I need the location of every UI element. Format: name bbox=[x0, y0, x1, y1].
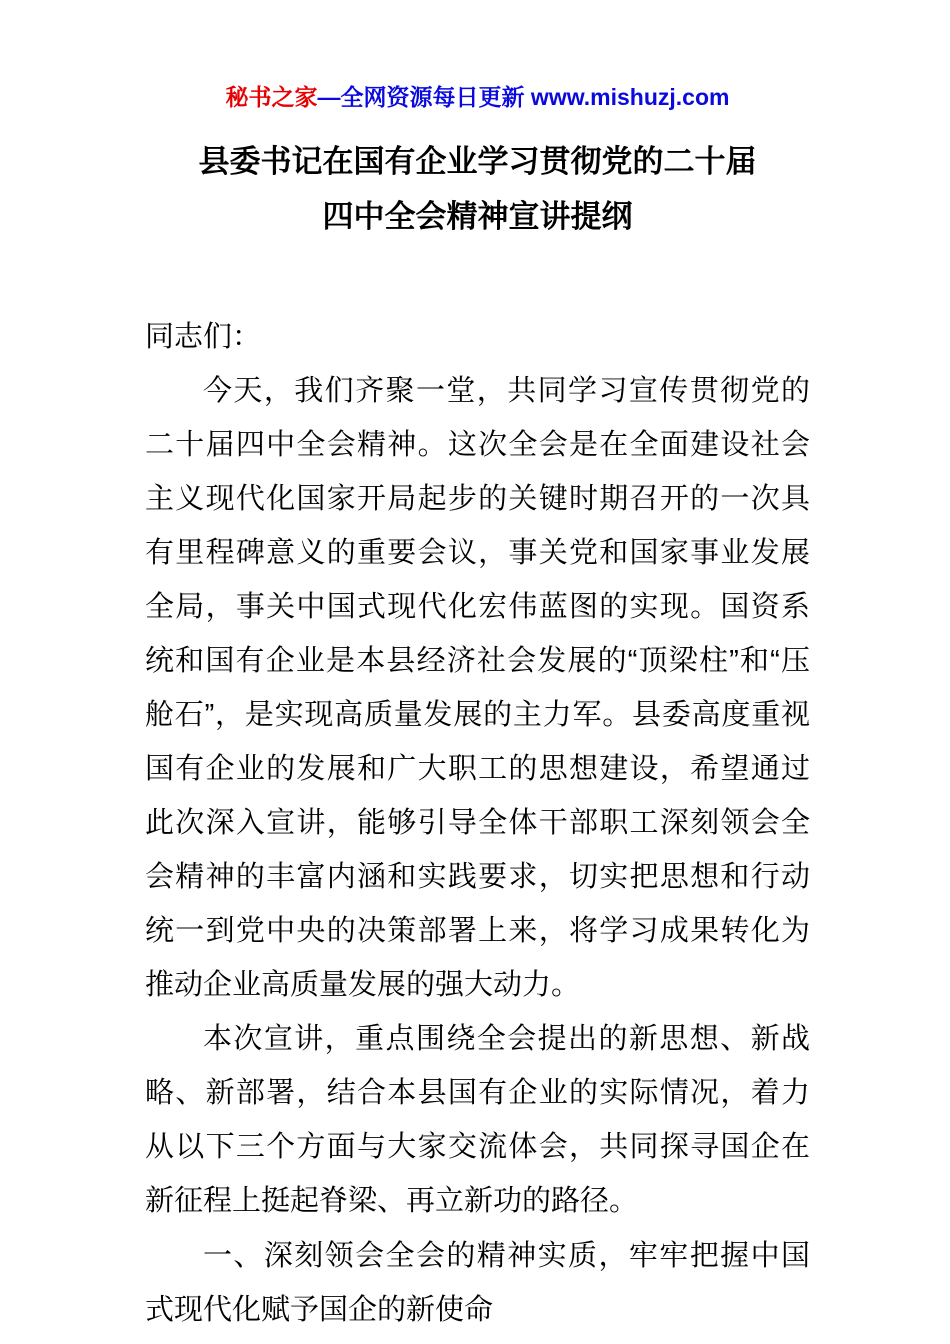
title-line-1: 县委书记在国有企业学习贯彻党的二十届 bbox=[198, 144, 757, 179]
site-tagline: —全网资源每日更新 www.mishuzj.com bbox=[317, 84, 730, 110]
paragraph-1: 今天，我们齐聚一堂，共同学习宣传贯彻党的二十届四中全会精神。这次全会是在全面建设社会主义现代化国家开局起步的关键时期召开的一次具有里程碑意义的重要会议，事关党和国家事业发展全局，事关中国式现代化宏伟蓝图的实现。国资系统和国有企业是本县经济社会发展的“顶梁柱”和“压舱石”，是实现高质量发展的主力军。县委高度重视国有企业的发展和广大职工的思想建设，希望通过此次深入宣讲，能够引导全体干部职工深刻领会全会精神的丰富内涵和实践要求，切实把思想和行动统一到党中央的决策部署上来，将学习成果转化为推动企业高质量发展的强大动力。 bbox=[145, 375, 810, 1001]
document-title bbox=[145, 134, 810, 244]
paragraph-2: 本次宣讲，重点围绕全会提出的新思想、新战略、新部署，结合本县国有企业的实际情况，着力从以下三个方面与大家交流体会，共同探寻国企在新征程上挺起脊梁、再立新功的路径。 bbox=[145, 1023, 810, 1217]
site-brand: 秘书之家 bbox=[225, 84, 318, 110]
title-line-2: 四中全会精神宣讲提纲 bbox=[322, 199, 633, 234]
document-body bbox=[145, 310, 810, 1336]
salutation: 同志们： bbox=[145, 321, 262, 353]
section-heading: 一、深刻领会全会的精神实质，牢牢把握中国式现代化赋予国企的新使命 bbox=[145, 1238, 810, 1326]
document-header bbox=[145, 82, 810, 112]
